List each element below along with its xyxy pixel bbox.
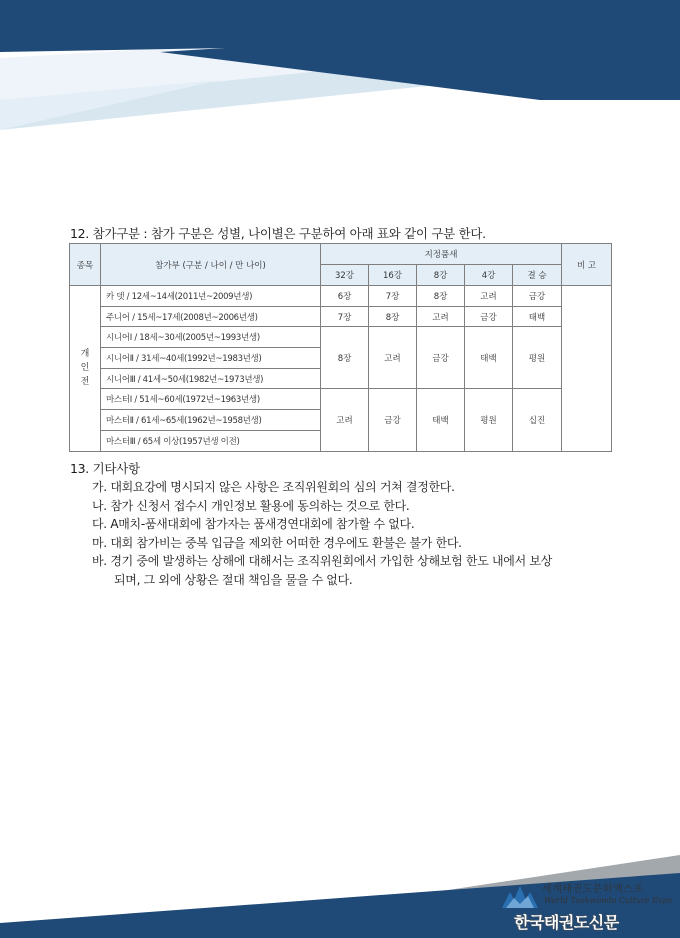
poomsae-cell: 금강	[369, 389, 417, 451]
table-row	[70, 306, 612, 327]
section-12-title: 12. 참가구분 : 참가 구분은 성별, 나이별은 구분하여 아래 표와 같이 구분 한다.	[70, 226, 486, 241]
poomsae-cell: 8장	[417, 286, 465, 307]
poomsae-cell: 태백	[465, 327, 513, 389]
list-item: 바. 경기 중에 발생하는 상해에 대해서는 조직위원회에서 가입한 상해보험 한도 내에서 보상	[92, 554, 552, 569]
category-individual: 개 인 전	[70, 286, 101, 452]
poomsae-cell: 평원	[465, 389, 513, 451]
event-header: 종목	[70, 244, 101, 286]
list-item: 다. A매치-품새대회에 참가자는 품새경연대회에 참가할 수 없다.	[92, 517, 415, 532]
round-header: 32강	[321, 265, 369, 286]
poomsae-cell: 7장	[369, 286, 417, 307]
division-cell: 주니어 / 15세~17세(2008년~2006년생)	[101, 306, 321, 327]
division-cell: 마스터Ⅱ / 61세~65세(1962년~1958년생)	[101, 410, 321, 431]
division-cell: 마스터Ⅲ / 65세 이상(1957년생 이전)	[101, 430, 321, 451]
expo-logo	[500, 876, 678, 934]
poomsae-cell: 금강	[417, 327, 465, 389]
round-header: 결 승	[513, 265, 562, 286]
section-13-title: 13. 기타사항	[70, 461, 140, 476]
round-header: 8강	[417, 265, 465, 286]
poomsae-cell: 십진	[513, 389, 562, 451]
list-item: 가. 대회요강에 명시되지 않은 사항은 조직위원회의 심의 거쳐 결정한다.	[92, 480, 455, 494]
round-header: 4강	[465, 265, 513, 286]
expo-korean-name: 세계태권도문화엑스포	[542, 884, 644, 895]
poomsae-cell: 7장	[321, 306, 369, 327]
expo-emblem-icon	[500, 882, 542, 912]
newspaper-brand: 한국태권도신문	[514, 913, 619, 932]
division-header: 참가부 (구분 / 나이 / 만 나이)	[101, 244, 321, 286]
poomsae-cell: 고려	[369, 327, 417, 389]
designated-poomsae-header: 지정품새	[321, 244, 562, 265]
division-cell: 시니어Ⅰ / 18세~30세(2005년~1993년생)	[101, 327, 321, 348]
expo-english-name: World Taekwondo Culture Expo	[544, 896, 673, 905]
poomsae-cell: 8장	[321, 327, 369, 389]
division-cell: 시니어Ⅱ / 31세~40세(1992년~1983년생)	[101, 348, 321, 369]
poomsae-cell: 금강	[465, 306, 513, 327]
remarks-header: 비 고	[562, 244, 612, 286]
poomsae-cell: 고려	[321, 389, 369, 451]
table-row	[70, 327, 612, 348]
list-item: 나. 참가 신청서 접수시 개인정보 활용에 동의하는 것으로 한다.	[92, 498, 410, 513]
poomsae-cell: 태백	[513, 306, 562, 327]
poomsae-cell: 평원	[513, 327, 562, 389]
poomsae-cell: 8장	[369, 306, 417, 327]
poomsae-cell: 6장	[321, 286, 369, 307]
division-cell: 카 뎃 / 12세~14세(2011년~2009년생)	[101, 286, 321, 307]
list-item-continued: 되며, 그 외에 상황은 절대 책임을 물을 수 없다.	[114, 572, 353, 587]
other-matters-list	[92, 478, 552, 590]
poomsae-cell: 금강	[513, 286, 562, 307]
round-header: 16강	[369, 265, 417, 286]
list-item: 마. 대회 참가비는 중복 입금을 제외한 어떠한 경우에도 환불은 불가 한다.	[92, 535, 462, 550]
division-cell: 마스터Ⅰ / 51세~60세(1972년~1963년생)	[101, 389, 321, 410]
poomsae-cell: 고려	[417, 306, 465, 327]
top-banner	[0, 0, 680, 140]
table-row	[70, 286, 612, 307]
remarks-cell	[562, 286, 612, 452]
table-row	[70, 389, 612, 410]
participation-table	[69, 243, 612, 452]
poomsae-cell: 태백	[417, 389, 465, 451]
poomsae-cell: 고려	[465, 286, 513, 307]
division-cell: 시니어Ⅲ / 41세~50세(1982년~1973년생)	[101, 368, 321, 389]
